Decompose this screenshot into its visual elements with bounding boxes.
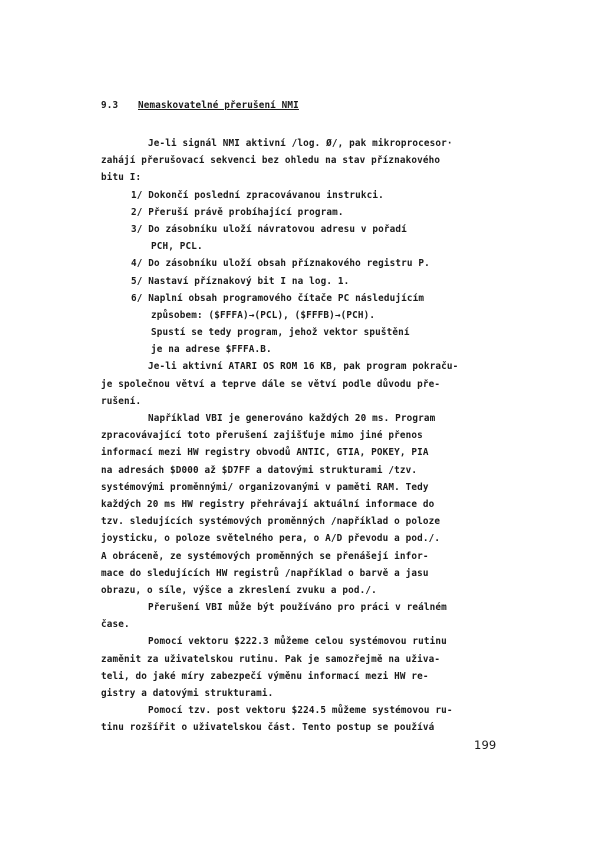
section-number: 9.3 [101,100,119,111]
text-line: zahájí přerušovací sekvenci bez ohledu na stav příznakového [101,155,441,167]
text-line: joysticku, o poloze světelného pera, o A/D převodu a pod./. [101,533,441,545]
list-item: 6/ Naplní obsah programového čítače PC následujícím [131,292,425,304]
section-title: Nemaskovatelné přerušení NMI [138,100,299,111]
text-line: čase. [101,619,130,631]
text-line: Je-li aktivní ATARI OS ROM 16 KB, pak program pokraču- [148,361,459,373]
text-line: gistry a datovými strukturami. [101,688,274,699]
text-line: Například VBI je generováno každých 20 ms. Program [148,413,436,424]
list-item-continuation: je na adrese $FFFA.B. [151,344,272,356]
text-line: teli, do jaké míry zabezpečí výměnu informací mezi HW re- [101,670,429,682]
list-item-continuation: způsobem: ($FFFA)→(PCL), ($FFFB)→(PCH). [151,309,376,321]
text-line: Pomocí tzv. post vektoru $224.5 můžeme systémovou ru- [148,705,453,717]
text-line: zpracovávající toto přerušení zajišťuje mimo jiné přenos [101,430,423,442]
list-item-continuation: Spustí se tedy program, jehož vektor spuštění [151,327,410,339]
text-line: rušení. [101,395,142,407]
page-number: 199 [474,738,497,752]
text-line: tzv. sledujících systémových proměnných /například o poloze [101,516,441,528]
text-line: bitu I: [101,172,142,184]
text-line: zaměnit za uživatelskou rutinu. Pak je samozřejmě na uživa- [101,653,441,665]
text-line: obrazu, o síle, výšce a zkreslení zvuku a pod./. [101,584,377,596]
text-line: Je-li signál NMI aktivní /log. Ø/, pak mikroprocesor· [148,138,453,149]
list-item-continuation: PCH, PCL. [151,241,203,253]
text-line: A obráceně, ze systémových proměnných se přenášejí infor- [101,550,429,562]
text-line: je společnou větví a teprve dále se větví podle důvodu pře- [101,378,441,390]
text-line: systémovými proměnnými/ organizovanými v paměti RAM. Tedy [101,481,429,493]
list-item: 5/ Nastaví příznakový bit I na log. 1. [131,275,350,287]
text-line: Pomocí vektoru $222.3 můžeme celou systémovou rutinu [148,636,447,648]
text-line: Přerušení VBI může být používáno pro práci v reálném [148,602,447,614]
list-item: 4/ Do zásobníku uloží obsah příznakového registru P. [131,258,430,270]
text-line: na adresách $D000 až $D7FF a datovými strukturami /tzv. [101,464,418,476]
text-line: mace do sledujících HW registrů /například o barvě a jasu [101,567,429,579]
text-line: informací mezi HW registry obvodů ANTIC, GTIA, POKEY, PIA [101,447,429,459]
list-item: 3/ Do zásobníku uloží návratovou adresu v pořadí [131,223,407,235]
list-item: 1/ Dokončí poslední zpracovávanou instrukci. [131,189,384,201]
list-item: 2/ Přeruší právě probíhající program. [131,206,344,218]
section-heading [101,100,299,111]
text-line: tinu rozšířit o uživatelskou část. Tento postup se používá [101,722,435,734]
body-text [101,135,509,737]
text-line: každých 20 ms HW registry přehrávají aktuální informace do [101,498,435,510]
